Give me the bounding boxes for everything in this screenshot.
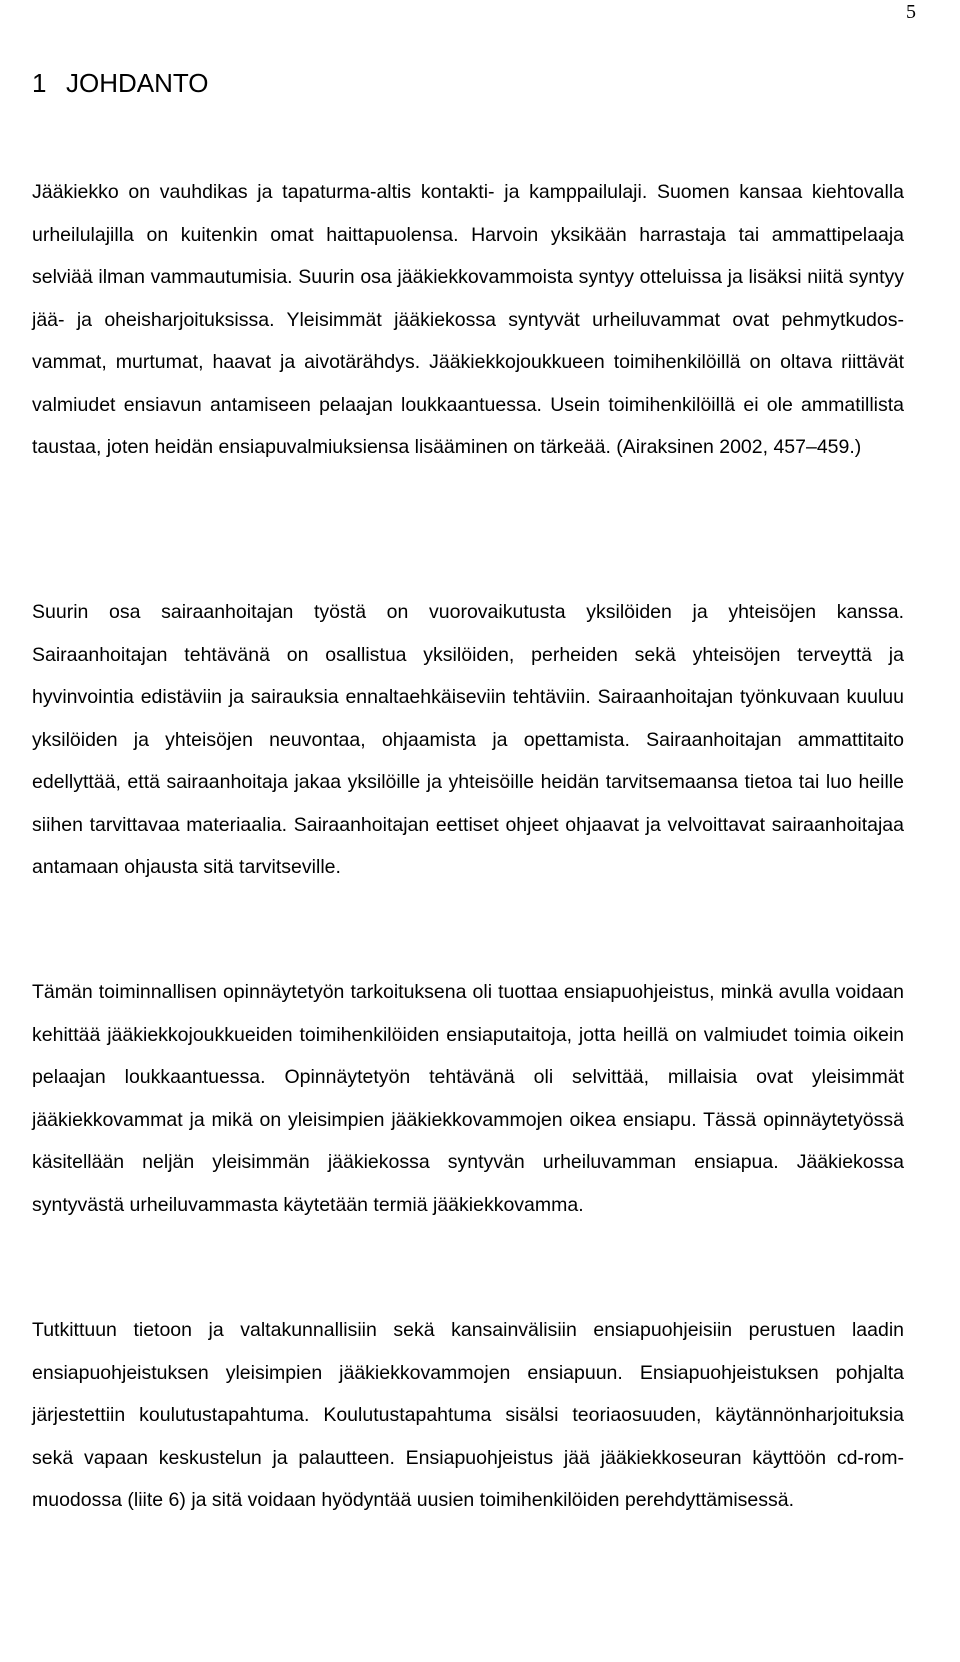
paragraph-method: Tutkittuun tietoon ja valtakunnallisiin sekä kansainvälisiin ensiapuohjeisiin perustuen laadin ensiapuohjeistuksen yleisimpien jääkiekkovammojen ensiapuun. Ensiapuohjeistuksen pohjalta järjestettiin koulutustapahtuma. Koulutustapahtuma sisälsi teoriaosuuden, käytännönharjoituksia sekä vapaan keskustelun ja palautteen. Ensiapuohjeistus jää jääkiekkoseuran käyttöön cd-rom- muodossa (liite 6) ja sitä voidaan hyödyntää uusien toimihenkilöiden perehdyttämisessä. (32, 1319, 904, 1511)
chapter-heading (32, 68, 209, 98)
chapter-number: 1 (32, 68, 47, 98)
chapter-title: JOHDANTO (66, 68, 209, 98)
paragraph-purpose: Tämän toiminnallisen opinnäytetyön tarkoituksena oli tuottaa ensiapuohjeistus, minkä avulla voidaan kehittää jääkiekkojoukkueiden toimihenkilöiden ensiaputaitoja, jotta heillä on valmiudet toimia oikein pelaajan loukkaantuessa. Opinnäytetyön tehtävänä oli selvittää, millaisia ovat yleisimmät jääkiekkovammat ja mikä on yleisimpien jääkiekkovammojen oikea ensiapu. Tässä opinnäytetyössä käsitellään neljän yleisimmän jääkiekossa syntyvän urheiluvamman ensiapua. Jääkiekossa syntyvästä urheiluvammasta käytetään termiä jääkiekkovamma. (32, 981, 904, 1216)
paragraph-nursing: Suurin osa sairaanhoitajan työstä on vuorovaikutusta yksilöiden ja yhteisöjen kanssa. Sairaanhoitajan tehtävänä on osallistua yksilöiden, perheiden sekä yhteisöjen terveyttä ja hyvinvointia edistäviin ja sairauksia ennaltaehkäiseviin tehtäviin. Sairaanhoitajan työnkuvaan kuuluu yksilöiden ja yhteisöjen neuvontaa, ohjaamista ja opettamista. Sairaanhoitajan ammattitaito edellyttää, että sairaanhoitaja jakaa yksilöille ja yhteisöille heidän tarvitsemaansa tietoa tai luo heille siihen tarvittavaa materiaalia. Sairaanhoitajan eettiset ohjeet ohjaavat ja velvoittavat sairaanhoitajaa antamaan ohjausta sitä tarvitseville. (32, 601, 904, 878)
paragraph-intro: Jääkiekko on vauhdikas ja tapaturma-altis kontakti- ja kamppailulaji. Suomen kansaa kiehtovalla urheilulajilla on kuitenkin omat haittapuolensa. Harvoin yksikään harrastaja tai ammattipelaaja selviää ilman vammautumisia. Suurin osa jääkiekkovammoista syntyy otteluissa ja lisäksi niitä syntyy jää- ja oheisharjoituksissa. Yleisimmät jääkiekossa syntyvät urheiluvammat ovat pehmytkudosvammat, murtumat, haavat ja aivotärähdys. Jääkiekkojoukkueen toimihenkilöillä on oltava riittävät valmiudet ensiavun antamiseen pelaajan loukkaantuessa. Usein toimihenkilöillä ei ole ammatillista taustaa, joten heidän ensiapuvalmiuksiensa lisääminen on tärkeää. (Airaksinen 2002, 457–459.) (32, 181, 904, 458)
page-number: 5 (906, 1, 916, 23)
